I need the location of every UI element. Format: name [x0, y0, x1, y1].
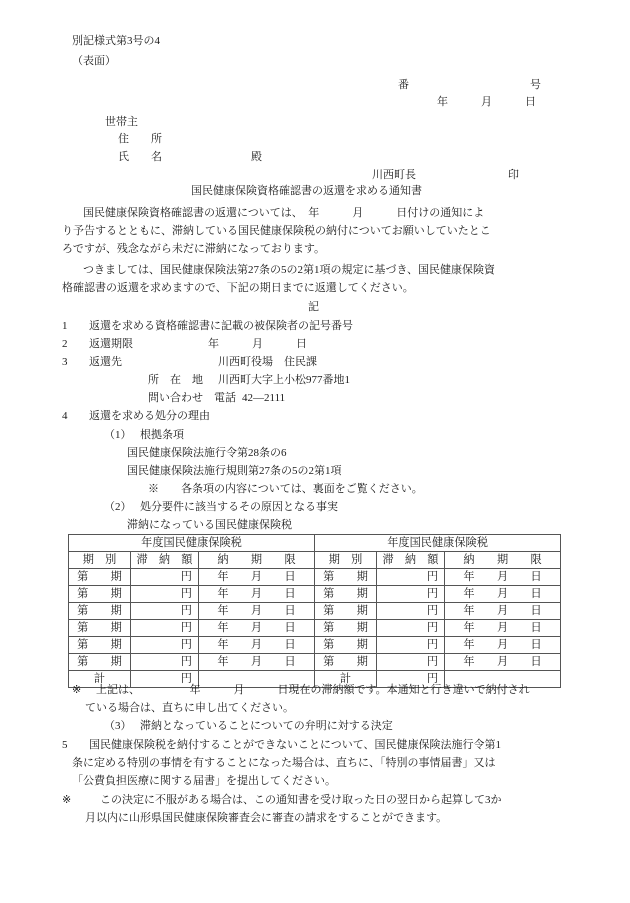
- householder-label: 世帯主: [105, 116, 138, 128]
- total-amount-right: 円: [377, 671, 445, 688]
- subsection-3-number: （3）: [104, 720, 132, 732]
- paragraph-2-line-2: 格確認書の返還を求めますので、下記の期日までに返還してください。: [62, 282, 414, 294]
- subsection-2-title: 処分要件に該当するその原因となる事実: [140, 501, 338, 513]
- amount-cell: 円: [377, 586, 445, 603]
- issuer-name: 川西町長: [372, 169, 416, 181]
- period-cell: 第 期: [69, 569, 131, 586]
- table-note-line-1: 上記は、 年 月 日現在の滞納額です。本通知と行き違いで納付され: [96, 684, 530, 696]
- table-group-header-row: [69, 535, 561, 552]
- period-cell: 第 期: [315, 586, 377, 603]
- item-3-number: 3: [62, 356, 68, 368]
- amount-cell: 円: [377, 637, 445, 654]
- amount-cell: 円: [131, 620, 199, 637]
- paragraph-1-line-3: ろですが、残念ながら未だに滞納になっております。: [62, 243, 326, 255]
- period-cell: 第 期: [315, 603, 377, 620]
- col-header-amount-right: 滞 納 額: [377, 552, 445, 569]
- paragraph-1-text-pre: 国民健康保険資格確認書の返還については、: [72, 207, 298, 219]
- period-cell: 第 期: [69, 586, 131, 603]
- appeal-note-line-1: この決定に不服がある場合は、この通知書を受け取った日の翌日から起算して3か: [89, 794, 502, 806]
- subsection-1-number: （1）: [104, 429, 132, 441]
- address-label: 住 所: [118, 133, 162, 145]
- due-date-cell: 年 月 日: [445, 603, 561, 620]
- item-5-line-3: 「公費負担医療に関する届書」を提出してください。: [72, 775, 336, 787]
- due-date-cell: 年 月 日: [445, 586, 561, 603]
- item-2-title: 返還期限: [89, 338, 133, 350]
- appeal-note-line-2: 月以内に山形県国民健康保険審査会に審査の請求をすることができます。: [85, 812, 448, 824]
- table-column-header-row: [69, 552, 561, 569]
- table-row: [69, 586, 561, 603]
- table-row: [69, 637, 561, 654]
- legal-basis-2: 国民健康保険法施行規則第27条の5の2第1項: [127, 465, 342, 477]
- amount-cell: 円: [131, 603, 199, 620]
- item-2-number: 2: [62, 338, 68, 350]
- period-cell: 第 期: [69, 637, 131, 654]
- table-note-marker: ※: [72, 684, 82, 696]
- due-date-cell: 年 月 日: [199, 586, 315, 603]
- subsection-2-number: （2）: [104, 501, 132, 513]
- due-date-cell: 年 月 日: [199, 637, 315, 654]
- col-header-period-left: 期 別: [69, 552, 131, 569]
- table-row: [69, 620, 561, 637]
- ki-marker: 記: [308, 301, 319, 313]
- period-cell: 第 期: [315, 569, 377, 586]
- amount-cell: 円: [377, 620, 445, 637]
- amount-cell: 円: [131, 569, 199, 586]
- amount-cell: 円: [131, 654, 199, 671]
- due-date-cell: 年 月 日: [199, 569, 315, 586]
- seal-mark: 印: [508, 169, 519, 181]
- name-label: 氏 名: [118, 151, 162, 163]
- paragraph-2-line-1: つきましては、国民健康保険法第27条の5の2第1項の規定に基づき、国民健康保険資: [72, 264, 496, 276]
- document-number-field: 番 号: [398, 79, 541, 91]
- item-4-title: 返還を求める処分の理由: [89, 410, 210, 422]
- item-1-number: 1: [62, 320, 68, 332]
- form-number: 別記様式第3号の4: [72, 35, 160, 47]
- period-cell: 第 期: [69, 654, 131, 671]
- tax-arrears-table: [68, 534, 561, 688]
- due-date-cell: 年 月 日: [445, 620, 561, 637]
- amount-cell: 円: [377, 654, 445, 671]
- item-5-line-1: 国民健康保険税を納付することができないことについて、国民健康保険法施行令第1: [89, 739, 502, 751]
- table-caption: 滞納になっている国民健康保険税: [127, 519, 292, 531]
- name-honorific: 殿: [251, 151, 262, 163]
- group-header-right: 年度国民健康保険税: [315, 535, 561, 552]
- period-cell: 第 期: [69, 603, 131, 620]
- table-row: [69, 603, 561, 620]
- period-cell: 第 期: [69, 620, 131, 637]
- amount-cell: 円: [131, 586, 199, 603]
- table-row: [69, 569, 561, 586]
- total-amount-left: 円: [131, 671, 199, 688]
- item-3-office: 川西町役場 住民課: [218, 356, 317, 368]
- item-1-title: 返還を求める資格確認書に記載の被保険者の記号番号: [89, 320, 353, 332]
- document-title: 国民健康保険資格確認書の返還を求める通知書: [191, 185, 422, 197]
- paragraph-1-text-post: 付けの通知によ: [407, 207, 485, 219]
- total-label-left: 計: [69, 671, 131, 688]
- item-2-date-field: 年 月 日: [208, 338, 307, 350]
- group-header-left: 年度国民健康保険税: [69, 535, 315, 552]
- reverse-side-note: ※ 各条項の内容については、裏面をご覧ください。: [148, 483, 423, 495]
- amount-cell: 円: [131, 637, 199, 654]
- legal-basis-1: 国民健康保険法施行令第28条の6: [127, 447, 287, 459]
- col-header-period-right: 期 別: [315, 552, 377, 569]
- due-date-cell: 年 月 日: [199, 654, 315, 671]
- document-date-field: 年 月 日: [437, 96, 536, 108]
- subsection-3-title: 滞納となっていることについての弁明に対する決定: [140, 720, 393, 732]
- item-5-number: 5: [62, 739, 68, 751]
- paragraph-1-date-field: 年 月 日: [297, 207, 408, 219]
- table-row: [69, 654, 561, 671]
- face-label: （表面）: [72, 55, 116, 67]
- tax-table-body: [69, 535, 561, 688]
- item-3-phone-label: 問い合わせ 電話: [148, 392, 236, 404]
- item-3-address-value: 川西町大字上小松977番地1: [218, 374, 350, 386]
- due-date-cell: 年 月 日: [445, 637, 561, 654]
- subsection-1-title: 根拠条項: [140, 429, 184, 441]
- col-header-due-right: 納 期 限: [445, 552, 561, 569]
- period-cell: 第 期: [315, 620, 377, 637]
- paragraph-1-line-2: り予告するとともに、滞納している国民健康保険税の納付についてお願いしていたとこ: [62, 225, 491, 237]
- col-header-amount-left: 滞 納 額: [131, 552, 199, 569]
- item-4-number: 4: [62, 410, 68, 422]
- item-5-line-2: 条に定める特別の事情を有することになった場合は、直ちに、「特別の事情届書」又は: [72, 757, 496, 769]
- total-label-right: 計: [315, 671, 377, 688]
- due-date-cell: 年 月 日: [445, 569, 561, 586]
- item-3-address-label: 所 在 地: [148, 374, 203, 386]
- period-cell: 第 期: [315, 637, 377, 654]
- period-cell: 第 期: [315, 654, 377, 671]
- amount-cell: 円: [377, 569, 445, 586]
- due-date-cell: 年 月 日: [199, 620, 315, 637]
- table-note-line-2: ている場合は、直ちに申し出てください。: [85, 702, 294, 714]
- due-date-cell: 年 月 日: [445, 654, 561, 671]
- paragraph-1-line-1: [72, 208, 484, 219]
- item-3-phone-value: 42—2111: [242, 392, 286, 404]
- appeal-note-marker: ※: [62, 794, 72, 806]
- item-3-title: 返還先: [89, 356, 122, 368]
- col-header-due-left: 納 期 限: [199, 552, 315, 569]
- amount-cell: 円: [377, 603, 445, 620]
- due-date-cell: 年 月 日: [199, 603, 315, 620]
